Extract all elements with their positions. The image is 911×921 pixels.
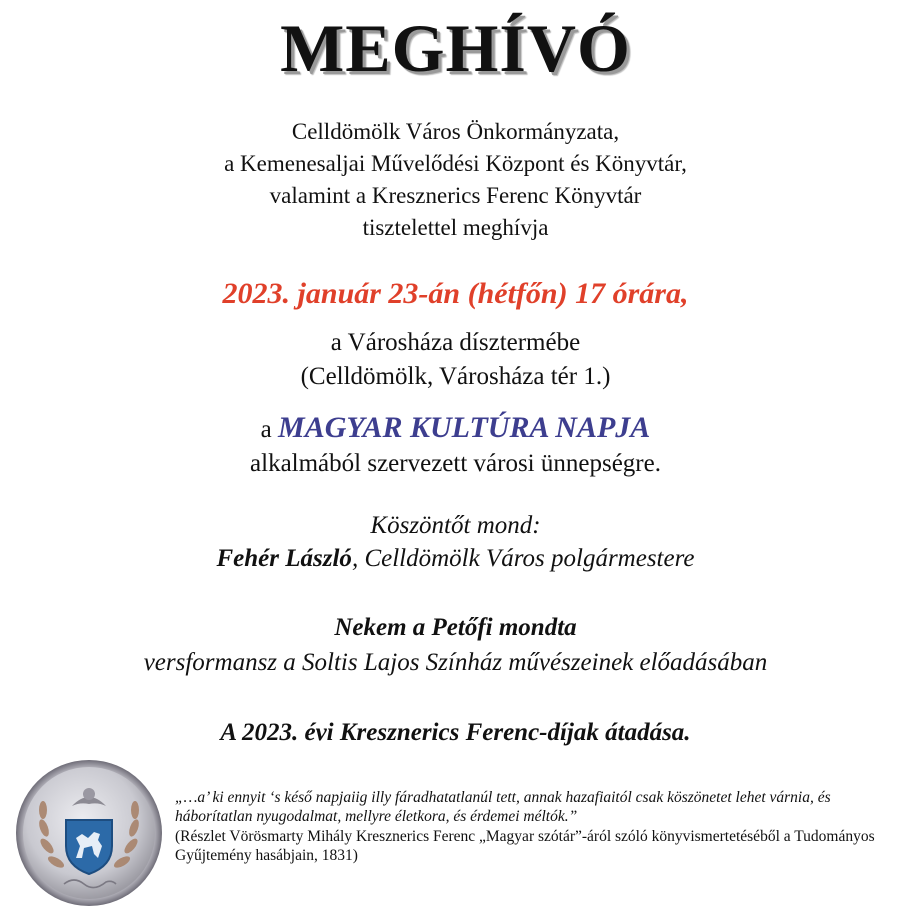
organizer-line-1: Celldömölk Város Önkormányzata, [291, 119, 620, 144]
venue-line-1: a Városháza dísztermébe [330, 329, 581, 356]
greeting-speaker [0, 542, 911, 576]
event-prefix: a [260, 416, 279, 443]
invitation-title: MEGHÍVÓ [280, 10, 631, 86]
venue-line-2: (Celldömölk, Városháza tér 1.) [300, 363, 611, 390]
quote-source: (Részlet Vörösmarty Mihály Kresznerics Ferenc „Magyar szótár”-áról szóló könyvismertetéséből a Tudományos Gyűjtemény hasábjain, 1831) [175, 828, 875, 864]
performance-description: versformansz a Soltis Lajos Színház művészeinek előadásában [143, 649, 768, 676]
organizer-line-4: tisztelettel meghívja [362, 215, 549, 240]
medal-emblem-icon [14, 758, 164, 908]
organizer-line-2: a Kemenesaljai Művelődési Központ és Könyvtár, [224, 151, 687, 176]
performance-title: Nekem a Petőfi mondta [334, 614, 577, 641]
event-occasion: alkalmából szervezett városi ünnepségre. [250, 450, 661, 477]
award-line: A 2023. évi Kresznerics Ferenc-díjak átadása. [220, 719, 691, 746]
event-date: 2023. január 23-án (hétfőn) 17 órára, [222, 277, 689, 310]
quote-text: „…a’ ki ennyit ‘s késő napjaiig illy fáradhatatlanúl tett, annak hazafiaitól csak köszönetet lehet várnia, és háborítatlan nyugodalmat, mellyre életkora, és érdemei méltók.” [175, 789, 831, 825]
organizer-line-3: valamint a Kresznerics Ferenc Könyvtár [269, 183, 642, 208]
speaker-role: , Celldömölk Város polgármestere [351, 545, 695, 572]
speaker-name: Fehér László [216, 545, 352, 572]
greeting-label: Köszöntőt mond: [370, 512, 541, 539]
event-line [0, 410, 911, 448]
event-name: MAGYAR KULTÚRA NAPJA [278, 411, 651, 444]
